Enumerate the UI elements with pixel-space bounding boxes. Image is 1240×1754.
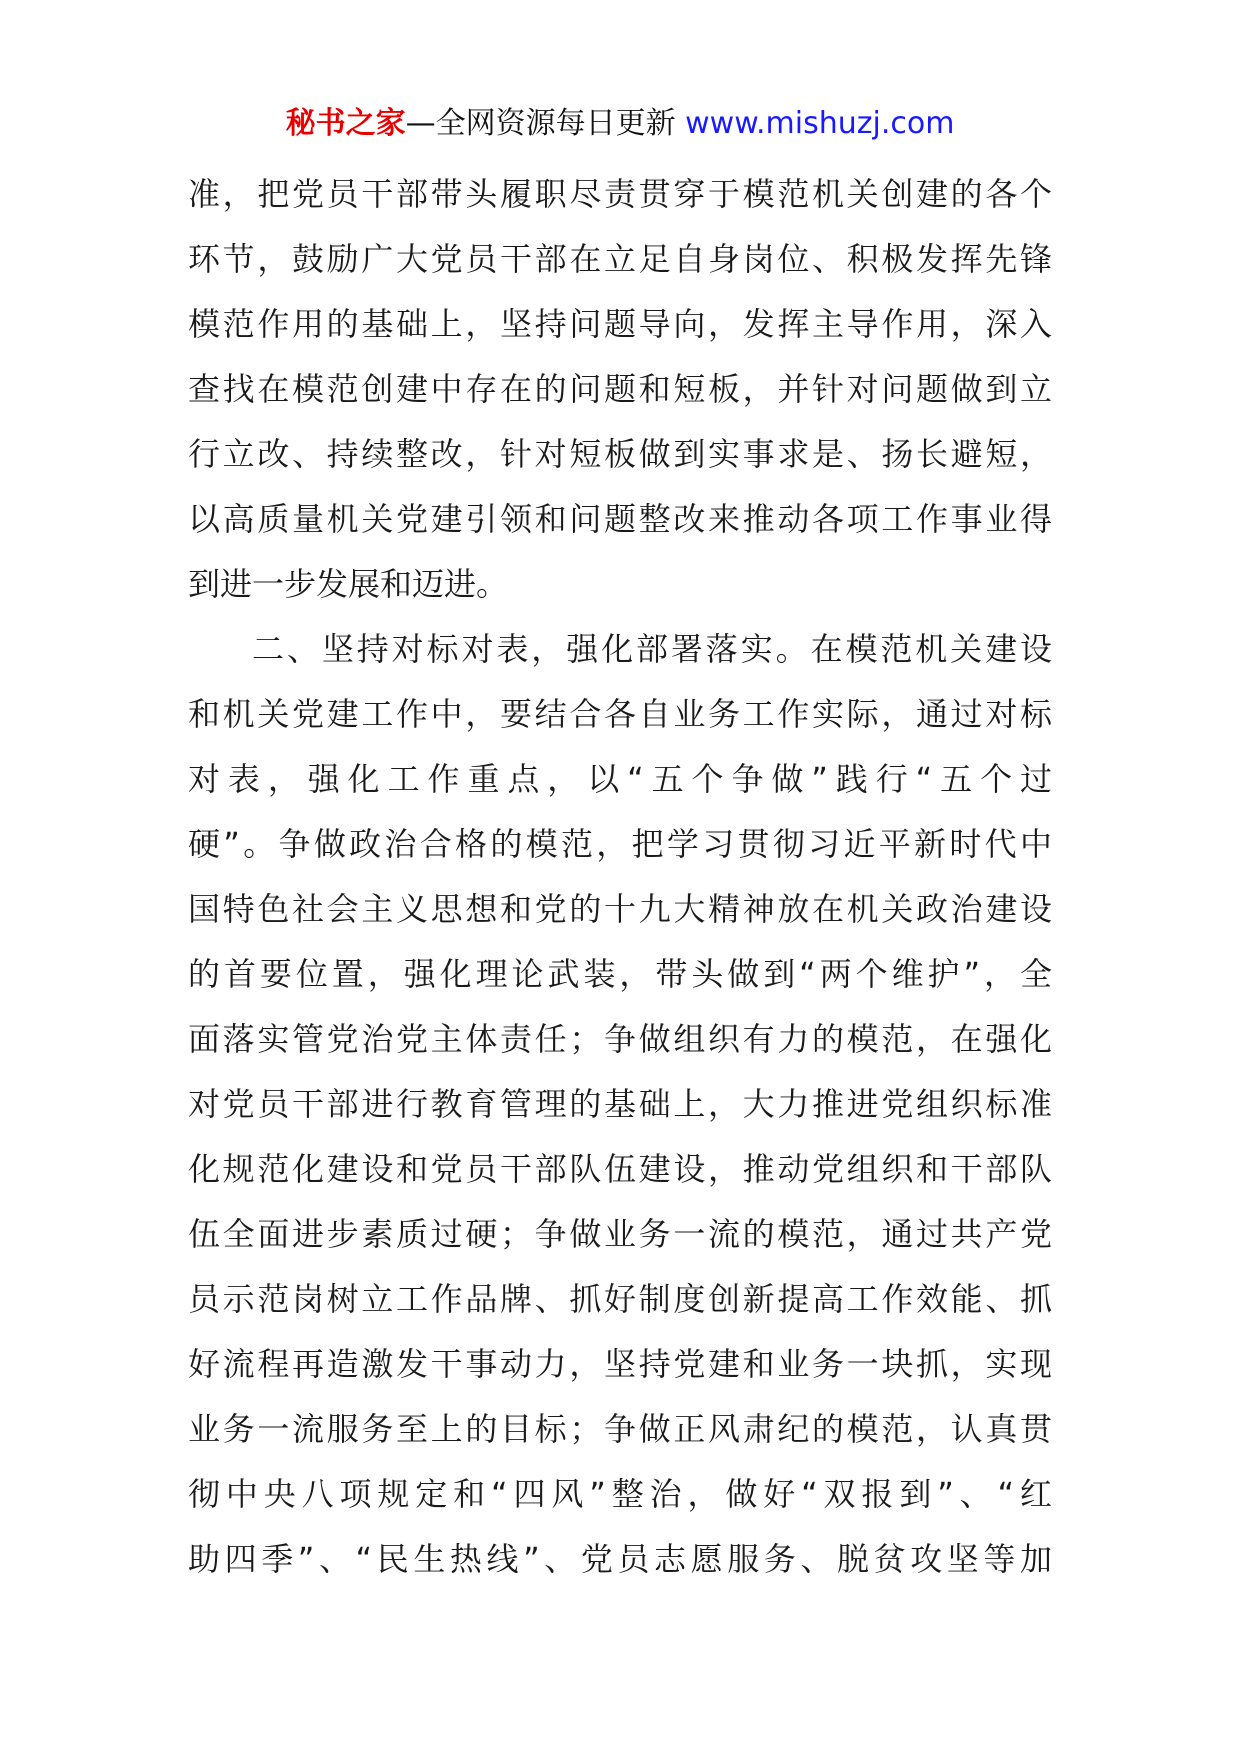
watermark-header xyxy=(0,100,1240,148)
text-line: 和机关党建工作中，要结合各自业务工作实际，通过对标 xyxy=(188,695,1052,733)
text-line: 以高质量机关党建引领和问题整改来推动各项工作事业得 xyxy=(188,500,1052,538)
text-line: 查找在模范创建中存在的问题和短板，并针对问题做到立 xyxy=(188,370,1052,408)
text-line: 到进一步发展和迈进。 xyxy=(188,565,509,603)
text-line: 硬”。争做政治合格的模范，把学习贯彻习近平新时代中 xyxy=(188,825,1052,863)
text-line: 对表，强化工作重点，以“五个争做”践行“五个过 xyxy=(188,760,1052,798)
text-line: 业务一流服务至上的目标；争做正风肃纪的模范，认真贯 xyxy=(188,1410,1052,1448)
text-line: 好流程再造激发干事动力，坚持党建和业务一块抓，实现 xyxy=(188,1345,1052,1383)
text-line: 彻中央八项规定和“四风”整治，做好“双报到”、“红 xyxy=(188,1475,1052,1513)
text-line: 助四季”、“民生热线”、党员志愿服务、脱贫攻坚等加 xyxy=(188,1540,1052,1578)
text-line: 环节，鼓励广大党员干部在立足自身岗位、积极发挥先锋 xyxy=(188,240,1052,278)
text-line: 准，把党员干部带头履职尽责贯穿于模范机关创建的各个 xyxy=(188,175,1052,213)
section-heading-line: 二、坚持对标对表，强化部署落实。在模范机关建设 xyxy=(252,630,1052,668)
text-line: 行立改、持续整改，针对短板做到实事求是、扬长避短， xyxy=(188,435,1052,473)
text-line: 对党员干部进行教育管理的基础上，大力推进党组织标准 xyxy=(188,1085,1052,1123)
text-line: 国特色社会主义思想和党的十九大精神放在机关政治建设 xyxy=(188,890,1052,928)
document-body xyxy=(188,162,1052,1592)
text-line: 伍全面进步素质过硬；争做业务一流的模范，通过共产党 xyxy=(188,1215,1052,1253)
header-slogan: —全网资源每日更新 xyxy=(405,106,686,141)
brand-name: 秘书之家 xyxy=(285,106,406,141)
text-line: 化规范化建设和党员干部队伍建设，推动党组织和干部队 xyxy=(188,1150,1052,1188)
text-line: 员示范岗树立工作品牌、抓好制度创新提高工作效能、抓 xyxy=(188,1280,1052,1318)
text-line: 面落实管党治党主体责任；争做组织有力的模范，在强化 xyxy=(188,1020,1052,1058)
website-url[interactable]: www.mishuzj.com xyxy=(685,106,955,141)
text-line: 的首要位置，强化理论武装，带头做到“两个维护”，全 xyxy=(188,955,1052,993)
text-line: 模范作用的基础上，坚持问题导向，发挥主导作用，深入 xyxy=(188,305,1052,343)
